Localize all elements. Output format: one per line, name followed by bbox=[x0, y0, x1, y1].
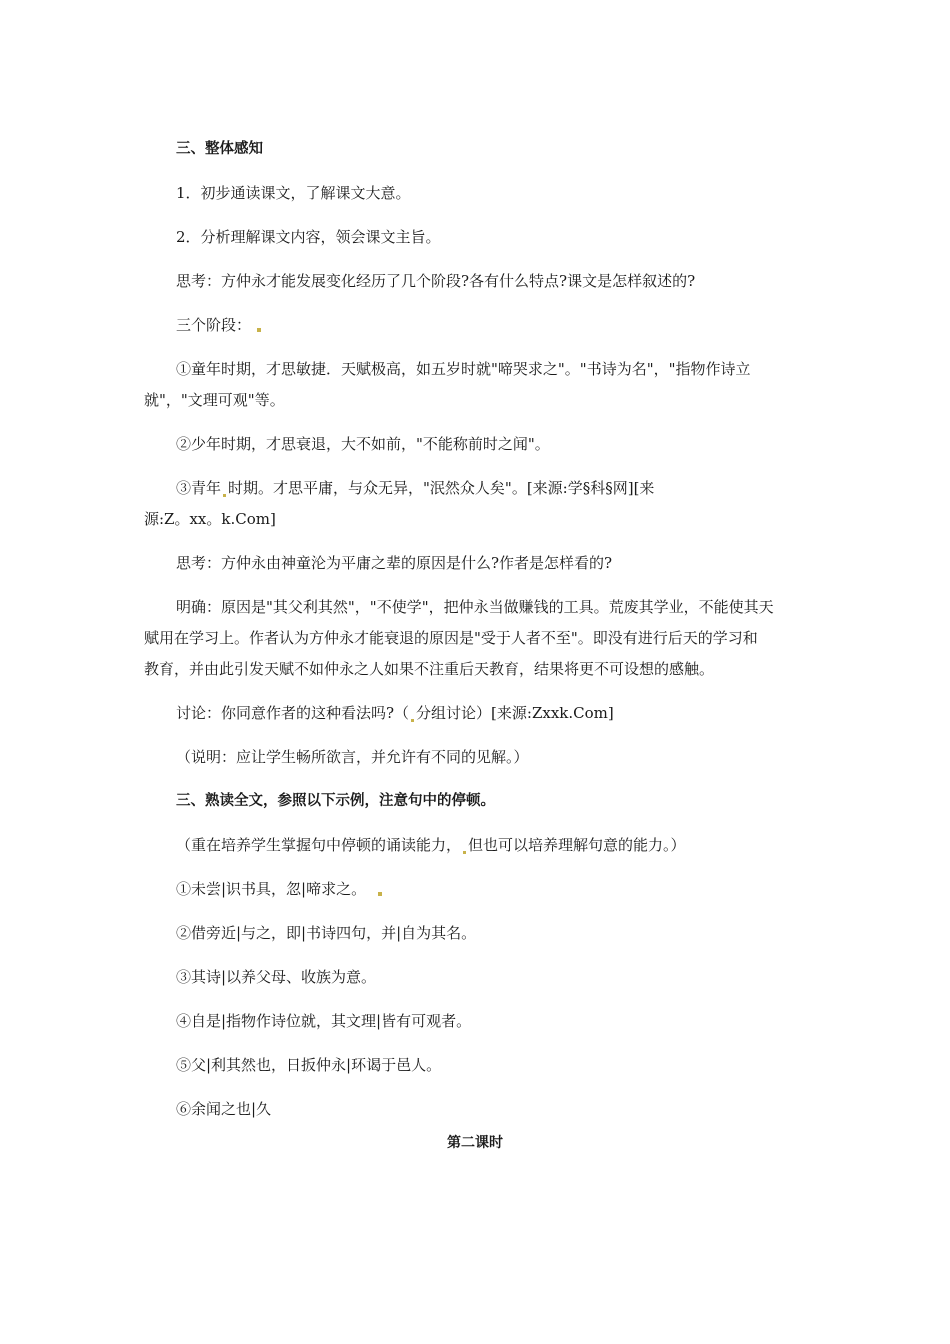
yellow-dot-mark bbox=[378, 892, 382, 896]
stage-three-line-1 bbox=[176, 478, 654, 498]
yellow-dot-mark bbox=[257, 328, 261, 332]
discussion bbox=[176, 703, 614, 723]
stage-one-line-2: 就"，"文理可观"等。 bbox=[144, 391, 285, 409]
question-reason: 思考：方仲永由神童沦为平庸之辈的原因是什么?作者是怎样看的? bbox=[176, 554, 613, 572]
discussion-prefix: 讨论：你同意作者的这种看法吗?（ bbox=[176, 704, 410, 722]
discussion-text: 分组讨论）[来源:Zxxk.Com] bbox=[416, 704, 614, 722]
note-pauses-text: 但也可以培养理解句意的能力。） bbox=[468, 836, 686, 854]
note-pauses-prefix: （重在培养学生掌握句中停顿的诵读能力， bbox=[176, 836, 462, 854]
answer-line-2: 赋用在学习上。作者认为方仲永才能衰退的原因是"受于人者不至"。即没有进行后天的学习和 bbox=[144, 629, 758, 647]
stage-three-line-2: 源:Z。xx。k.Com] bbox=[144, 510, 276, 528]
example-2: ②借旁近|与之，即|书诗四句，并|自为其名。 bbox=[176, 924, 477, 942]
answer-line-3: 教育，并由此引发天赋不如仲永之人如果不注重后天教育，结果将更不可设想的感触。 bbox=[144, 660, 715, 678]
example-6: ⑥余闻之也|久 bbox=[176, 1100, 272, 1118]
note-pauses bbox=[176, 835, 686, 855]
stages-intro bbox=[176, 315, 261, 335]
stage-one-line-1: ①童年时期，才思敏捷．天赋极高，如五岁时就"啼哭求之"。"书诗为名"，"指物作诗立 bbox=[176, 360, 751, 378]
note-discussion: （说明：应让学生畅所欲言，并允许有不同的见解。） bbox=[176, 748, 529, 766]
section-heading-reading: 三、熟读全文，参照以下示例，注意句中的停顿。 bbox=[176, 793, 495, 809]
paragraph-read-through: 1．初步通读课文，了解课文大意。 bbox=[176, 184, 411, 202]
example-1-text: ①未尝|识书具，忽|啼求之。 bbox=[176, 880, 367, 898]
answer-line-1: 明确：原因是"其父利其然"，"不使学"，把仲永当做赚钱的工具。荒废其学业，不能使其天 bbox=[176, 598, 774, 616]
example-4: ④自是|指物作诗位就，其文理|皆有可观者。 bbox=[176, 1012, 472, 1030]
yellow-dot-mark bbox=[463, 851, 466, 854]
stage-three-text: 时期。才思平庸，与众无异，"泯然众人矣"。[来源:学§科§网][来 bbox=[228, 479, 655, 497]
example-5: ⑤父|利其然也，日扳仲永|环谒于邑人。 bbox=[176, 1056, 442, 1074]
yellow-dot-mark bbox=[411, 719, 414, 722]
example-3: ③其诗|以养父母、收族为意。 bbox=[176, 968, 377, 986]
example-1 bbox=[176, 879, 382, 899]
yellow-dot-mark bbox=[223, 494, 226, 497]
paragraph-analyze: 2．分析理解课文内容，领会课文主旨。 bbox=[176, 228, 441, 246]
stages-intro-text: 三个阶段： bbox=[176, 316, 252, 334]
lesson-two-heading: 第二课时 bbox=[447, 1135, 503, 1151]
stage-two: ②少年时期，才思衰退，大不如前，"不能称前时之闻"。 bbox=[176, 435, 550, 453]
question-stages: 思考：方仲永才能发展变化经历了几个阶段?各有什么特点?课文是怎样叙述的? bbox=[176, 272, 696, 290]
stage-three-prefix: ③青年 bbox=[176, 479, 222, 497]
section-heading-overall: 三、整体感知 bbox=[176, 141, 263, 157]
